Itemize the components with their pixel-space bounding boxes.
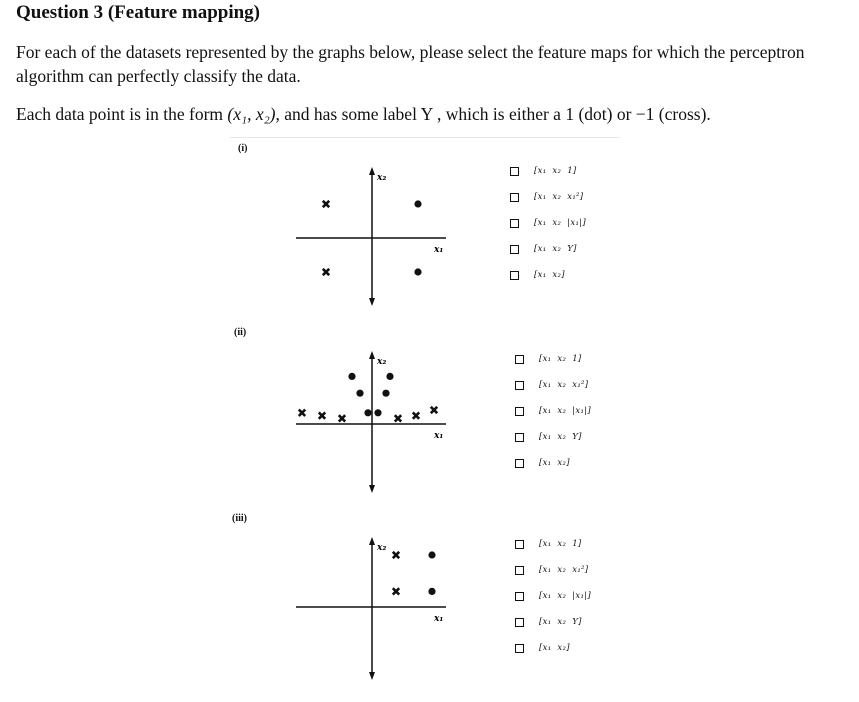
checkbox[interactable] [510,167,519,176]
form-math: (x₁, x₂) [227,104,276,124]
cross-point [323,269,329,275]
feature-option[interactable] [515,583,591,609]
question-intro: For each of the datasets represented by the graphs below, please select the feature maps for which the perceptron algorithm can perfectly classify the data. [16,42,805,86]
y-axis-arrow [369,167,375,175]
feature-option[interactable] [515,424,591,450]
feature-options-iii [515,531,591,661]
checkbox[interactable] [515,644,524,653]
checkbox[interactable] [515,540,524,549]
plot-i [296,167,446,306]
feature-option[interactable] [515,635,591,661]
y-axis-arrow-bottom [369,672,375,680]
cross-point [299,410,305,416]
y-axis-label: x₂ [377,543,387,553]
form-prefix: Each data point is in the form [16,104,228,124]
cross-point [323,201,329,207]
feature-map-label: [x₁ x₂ 1] [539,354,582,364]
feature-map-label: [x₁ x₂ |x₁|] [534,218,586,228]
checkbox[interactable] [510,271,519,280]
dot-point [364,409,371,416]
cross-point [393,588,399,594]
feature-map-label: [x₁ x₂ x₁²] [539,380,589,390]
dot-point [356,390,363,397]
feature-option[interactable] [515,346,591,372]
cross-point [393,552,399,558]
feature-map-label: [x₁ x₂ Y] [539,432,582,442]
checkbox[interactable] [515,566,524,575]
dot-point [414,200,421,207]
feature-map-label: [x₁ x₂] [539,458,570,468]
checkbox[interactable] [515,618,524,627]
y-axis-arrow [369,537,375,545]
cross-point [431,407,437,413]
cross-point [413,412,419,418]
checkbox[interactable] [510,245,519,254]
cross-point [339,415,345,421]
feature-map-label: [x₁ x₂] [534,270,565,280]
dot-point [348,373,355,380]
checkbox[interactable] [515,407,524,416]
dataset-label-iii: (iii) [232,513,247,524]
plot-iii [296,537,446,680]
feature-option[interactable] [515,557,591,583]
cross-point [319,412,325,418]
feature-map-label: [x₁ x₂ |x₁|] [539,406,591,416]
dot-point [374,409,381,416]
y-axis-label: x₂ [377,357,387,367]
checkbox[interactable] [515,433,524,442]
feature-options-i [510,158,586,288]
feature-map-label: [x₁ x₂ x₁²] [534,192,584,202]
checkbox[interactable] [515,355,524,364]
feature-option[interactable] [510,210,586,236]
dataset-label-i: (i) [238,143,248,154]
feature-map-label: [x₁ x₂ x₁²] [539,565,589,575]
feature-map-label: [x₁ x₂ |x₁|] [539,591,591,601]
feature-option[interactable] [510,236,586,262]
checkbox[interactable] [515,459,524,468]
cross-point [395,415,401,421]
dot-point [428,588,435,595]
feature-options-ii [515,346,591,476]
plot-ii [296,351,446,493]
dot-point [386,373,393,380]
feature-map-label: [x₁ x₂ 1] [539,539,582,549]
feature-option[interactable] [515,398,591,424]
dot-point [414,268,421,275]
feature-map-label: [x₁ x₂ 1] [534,166,577,176]
feature-option[interactable] [515,531,591,557]
x-axis-label: x₁ [434,614,444,624]
feature-option[interactable] [515,450,591,476]
checkbox[interactable] [510,193,519,202]
dot-point [428,551,435,558]
dot-point [382,390,389,397]
question-title: Question 3 (Feature mapping) [16,2,261,23]
feature-map-label: [x₁ x₂] [539,643,570,653]
feature-option[interactable] [515,372,591,398]
x-axis-label: x₁ [434,245,444,255]
x-axis-label: x₁ [434,431,444,441]
checkbox[interactable] [510,219,519,228]
feature-option[interactable] [510,184,586,210]
feature-option[interactable] [510,158,586,184]
feature-map-label: [x₁ x₂ Y] [539,617,582,627]
feature-map-label: [x₁ x₂ Y] [534,244,577,254]
y-axis-label: x₂ [377,173,387,183]
checkbox[interactable] [515,592,524,601]
y-axis-arrow-bottom [369,485,375,493]
y-axis-arrow [369,351,375,359]
feature-option[interactable] [515,609,591,635]
form-suffix: , and has some label Y , which is either a 1 (dot) or −1 (cross). [275,104,711,124]
y-axis-arrow-bottom [369,298,375,306]
checkbox[interactable] [515,381,524,390]
feature-option[interactable] [510,262,586,288]
dataset-label-ii: (ii) [234,327,247,338]
